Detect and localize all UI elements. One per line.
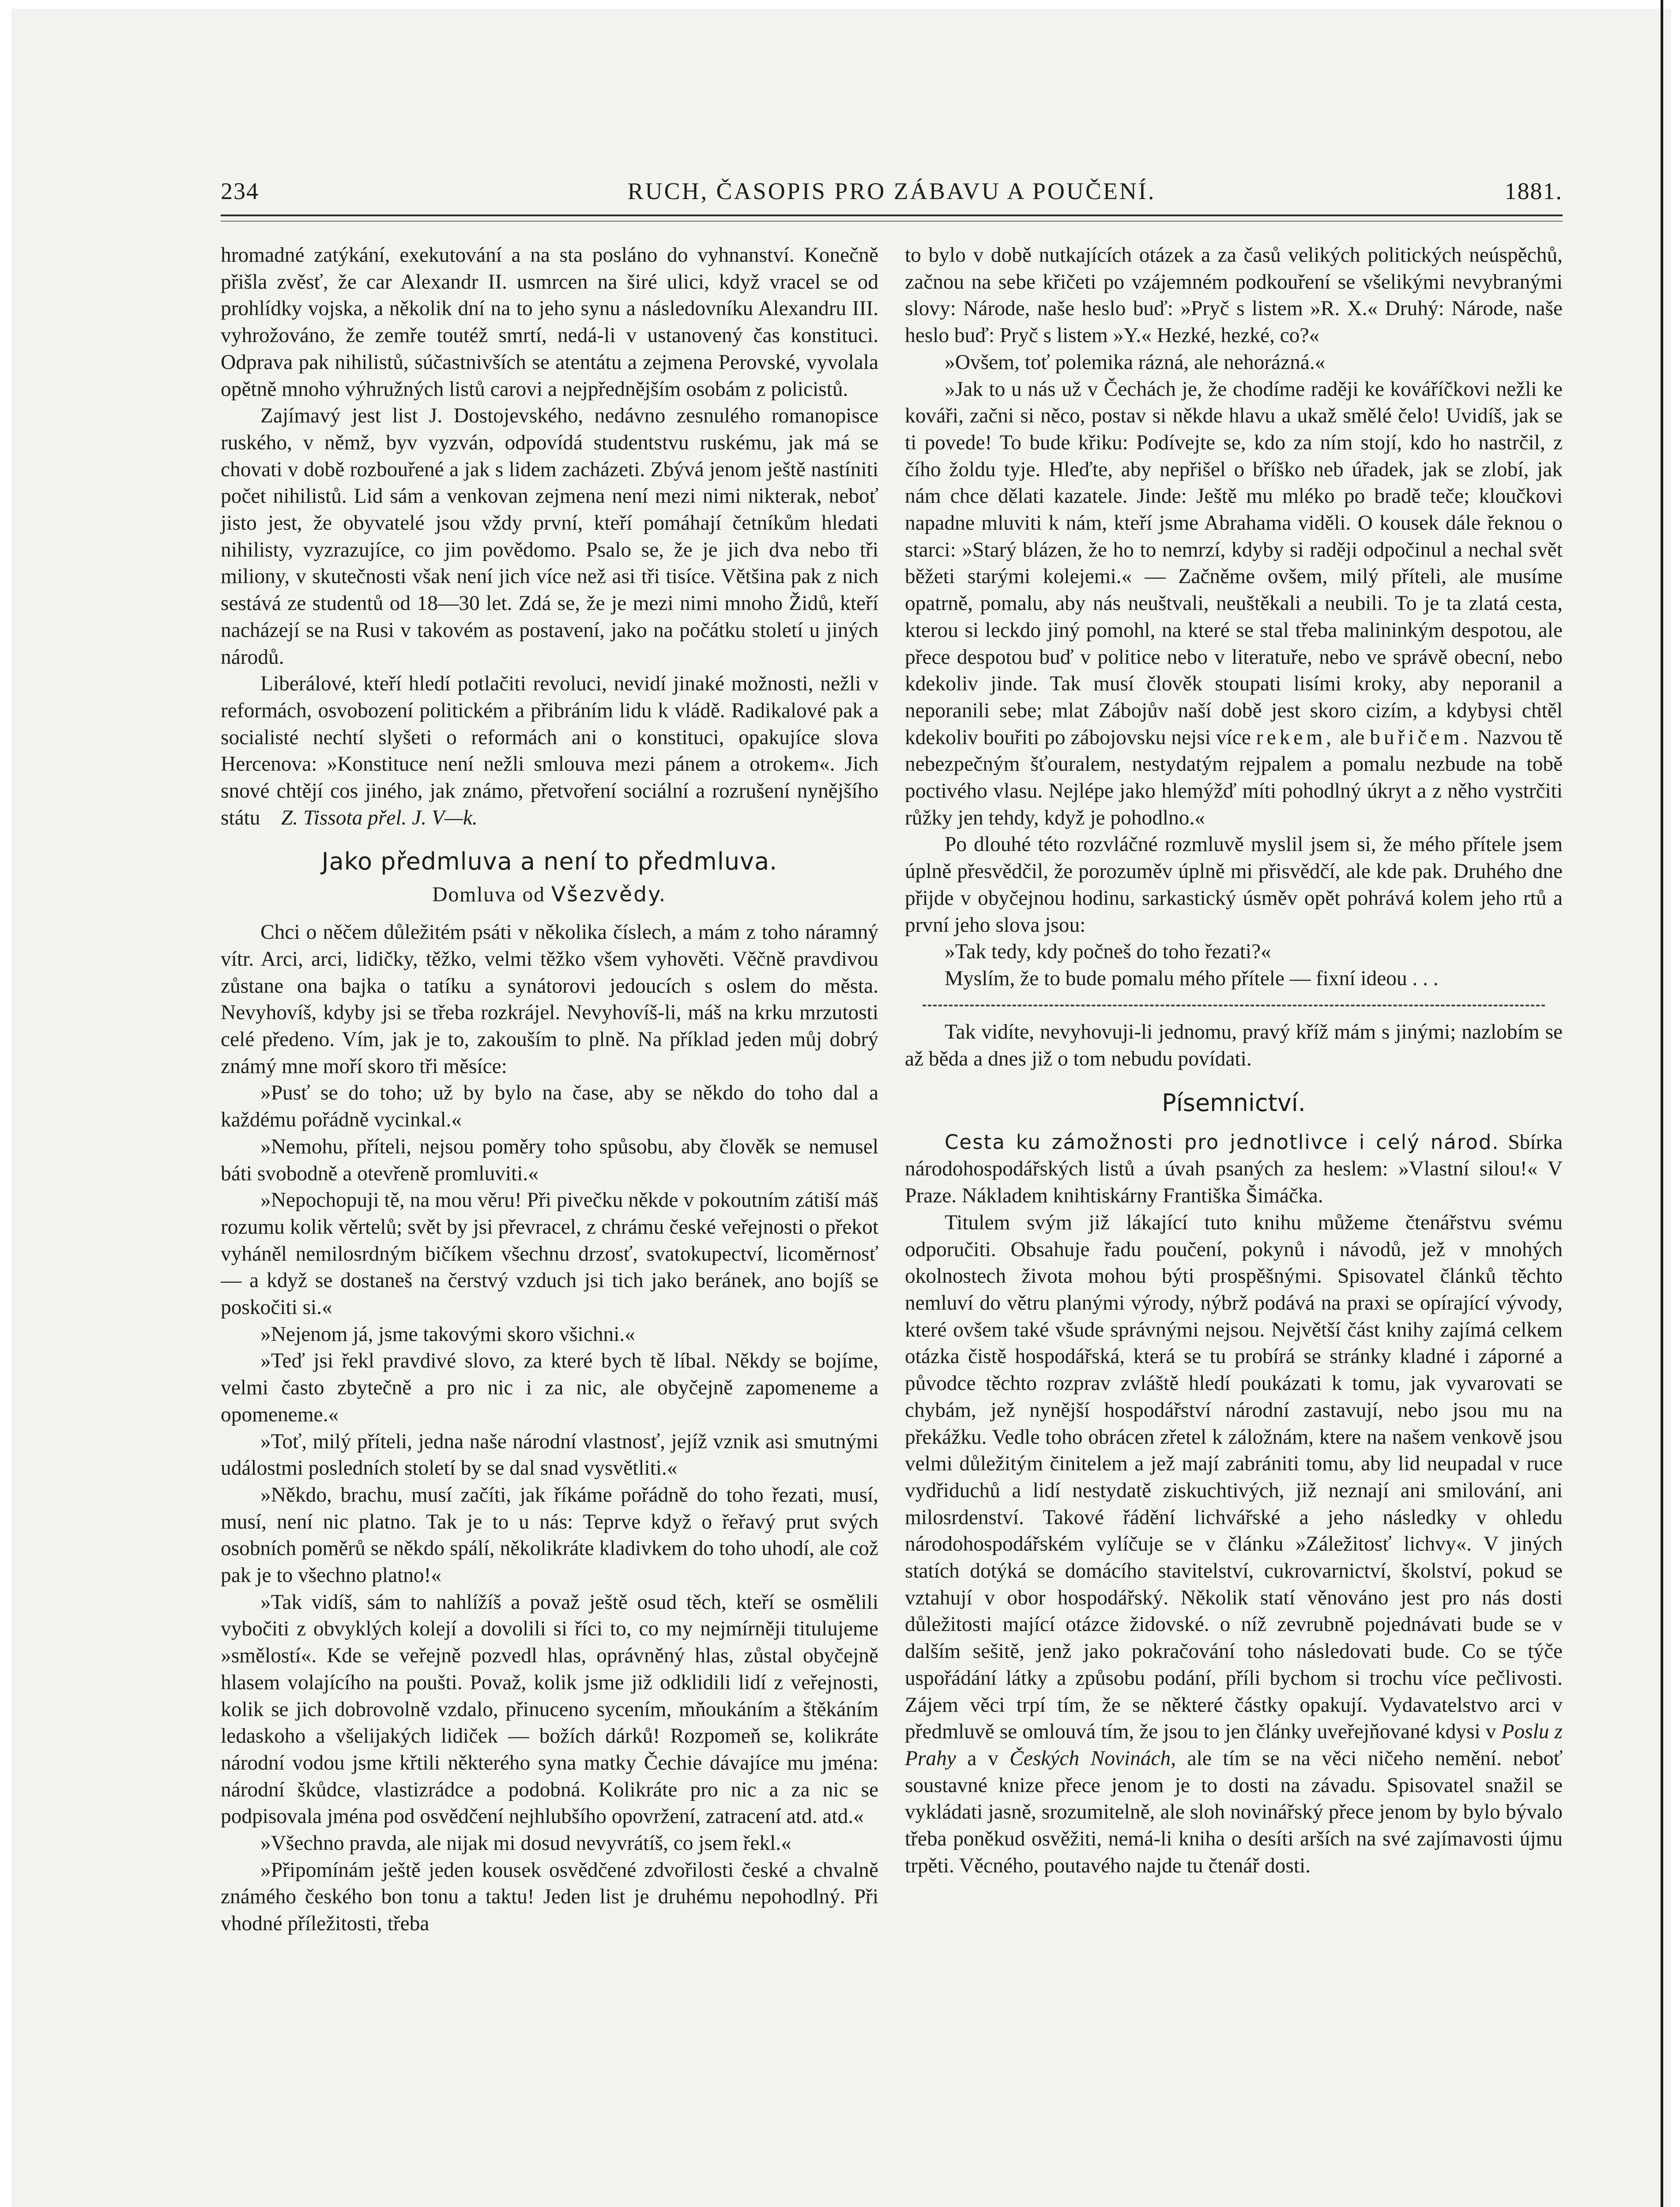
paragraph-text: Liberálové, kteří hledí potlačiti revoluci, nevidí jinaké možnosti, nežli v reformách, osvobození politickém a přibráním lidu k vládě. Radikalové pak a socialisté nechtí slyšeti o reformách ani o konstituci, opakujíce slova Hercenova: »Konstituce není nežli smlouva mezi pánem a otrokem«. Jich snové chtějí cos jiného, jak známo, přetvoření sociální a rozrušení nynějšího státu bbox=[221, 672, 878, 829]
paragraph: »Nejenom já, jsme takovými skoro všichni.« bbox=[260, 1322, 635, 1346]
subtitle-prefix: Domluva od bbox=[432, 883, 545, 907]
running-header bbox=[221, 177, 1563, 213]
paragraph-text: Nazvou tě nebezpečným šťouralem, nestydatým rejpalem a pomalu nezbude na tobě poctivého vlasu. Nejlépe jako hlemýžď míti pohodlný úkryt a z něho vystrčiti růžky jen tehdy, když je pohodlno.« bbox=[905, 726, 1563, 829]
page-number: 234 bbox=[221, 178, 259, 204]
right-column bbox=[905, 242, 1563, 1879]
signature: Z. Tissota přel. J. V—k. bbox=[281, 806, 478, 829]
paragraph: »Někdo, brachu, musí začíti, jak říkáme pořádně do toho řezati, musí, musí, není nic platno. Tak je to u nás: Teprve když o řeřavý prut svých osobních poměrů se někdo spálí, několikráte kladivkem do toho uhodí, ale což pak je to všechno platno!« bbox=[221, 1483, 878, 1587]
spaced-word: buřičem. bbox=[1370, 726, 1472, 749]
paragraph bbox=[221, 670, 878, 831]
paragraph: Chci o něčem důležitém psáti v několika číslech, a mám z toho náramný vítr. Arci, arci, lidičky, těžko, velmi těžko všem vyhověti. Věčně pravdivou zůstane ona bajka o tatíku a synátorovi jedoucích s oslem do města. Nevyhovíš, kdyby jsi se třeba rozkrájel. Nevyhovíš-li, máš na krku mrzutosti celé předeno. Vím, jak je to, zakouším to plně. Na příklad jeden můj dobrý známý mne moří skoro tři měsíce: bbox=[221, 921, 878, 1078]
paragraph: »Pusť se do toho; už by bylo na čase, aby se někdo do toho dal a každému pořádně vycinkal.« bbox=[221, 1081, 878, 1132]
page-edge bbox=[1661, 0, 1663, 2207]
journal-name: Českých Novinách, bbox=[1010, 1747, 1176, 1770]
article-author: Všezvědy. bbox=[551, 882, 667, 907]
paragraph: »Teď jsi řekl pravdivé slovo, za které bych tě líbal. Někdy se bojíme, velmi často zbytečně a pro nic i za nic, ale obyčejně zapomeneme a opomeneme.« bbox=[221, 1349, 878, 1426]
running-title: RUCH, ČASOPIS PRO ZÁBAVU A POUČENÍ. bbox=[627, 178, 1156, 204]
paragraph-text: Spisovatel snažil se vykládati jasně, srozumitelně, ale sloh novinářský přece jenom by bylo bývalo třeba poněkud osvěžiti, nemá-li kniha o desíti arších na své zajímavosti újmu trpěti. Věcného, poutavého najde tu čtenář dosti. bbox=[905, 1774, 1563, 1877]
paragraph: Zajímavý jest list J. Dostojevského, nedávno zesnulého romanopisce ruského, v němž, byv vyzván, odpovídá studentstvu ruskému, jak má se chovati v době rozbouřené a jak s lidem zacházeti. Zbývá jenom ještě nastíniti počet nihilistů. Lid sám a venkovan zejmena není mezi nimi nikterak, neboť jisto jest, že obyvatelé jsou vždy první, kteří pomáhají četníkům hledati nihilisty, vyzrazujíce, co jim povědomo. Psalo se, že je jich dva nebo tři miliony, v skutečnosti však není jich více než asi tři tisíce. Většina pak z nich sestává ze studentů od 18—30 let. Zdá se, že je mezi nimi mnoho Židů, kteří nacházejí se na Rusi v takovém as postavení, jako na počátku století u jiných národů. bbox=[221, 404, 878, 669]
spaced-word: rekem, bbox=[1256, 726, 1335, 749]
paragraph: Po dlouhé této rozvláčné rozmluvě myslil jsem si, že mého přítele jsem úplně přesvědčil, že porozuměv úplně mi přisvědčí, ale kde pak. Druhého dne přijde v obyčejnou hodinu, sarkastický úsměv opět pohrává kolem jeho rtů a první jeho slova jsou: bbox=[905, 833, 1563, 937]
book-intro: Sbírka národohospodářských listů a úvah psaných za heslem: »Vlastní silou!« V Praze. Nákladem knihtiskárny Františka Šimáčka. bbox=[905, 1130, 1563, 1208]
paragraph bbox=[905, 1209, 1563, 1879]
paragraph-text: ale tím se na věci ničeho nemění. neboť soustavné knize přece jenom je to dosti na závadu. bbox=[905, 1747, 1563, 1797]
article-subtitle bbox=[221, 881, 878, 908]
paragraph: »Připomínám ještě jeden kousek osvědčené zdvořilosti české a chvalně známého českého bon tonu a taktu! Jeden list je druhému nepohodlný. Při vhodné příležitosti, třeba bbox=[221, 1858, 878, 1936]
article-title: Jako předmluva a není to předmluva. bbox=[321, 847, 778, 876]
book-title: Cesta ku zámožnosti pro jednotlivce i celý národ. bbox=[945, 1130, 1499, 1154]
paragraph: »Nepochopuji tě, na mou věru! Při pivečku někde v pokoutním zátiší máš rozumu kolik věrtelů; svět by jsi převracel, z chrámu české veřejnosti o překot vyháněl nemilosrdným bičíkem všechnu drzosť, svatokupectví, licoměrnosť — a když se dostaneš na čerstvý vzduch jsi tich jako beránek, ano bojíš se poskočiti si.« bbox=[221, 1189, 878, 1319]
word: ale bbox=[1340, 726, 1365, 749]
word: a v bbox=[967, 1747, 998, 1770]
paragraph: »Tak vidíš, sám to nahlížíš a považ ještě osud těch, kteří se osmělili vybočiti z obvyklých kolejí a dovolili si říci to, co my nejmírněji titulujeme »smělostí«. Kde se veřejně pozvedl hlas, oprávněný hlas, zůstal obyčejně hlasem volajícího na poušti. Považ, kolik jsme již odklidili lidí z veřejnosti, kolik se jich dobrovolně vzdalo, přinuceno sycením, mňoukáním a štěkáním ledaskoho a všelijakých lidiček — božích dárků! Rozpomeň se, kolikráte národní vodou jsme křtili některého syna matky Čechie dávajíce mu jména: národní škůdce, vlastizrádce a podobná. Kolikráte pro nic a za nic se podpisovala jména pod osvědčení nejhlubšího opovržení, zatracení atd. atd.« bbox=[221, 1590, 878, 1828]
paragraph: »Tak tedy, kdy počneš do toho řezati?« bbox=[945, 940, 1271, 964]
journal-name: Poslu z Prahy bbox=[905, 1720, 1563, 1770]
paragraph: »Nemohu, příteli, nejsou poměry toho spůsobu, aby člověk se nemusel báti svobodně a otevřeně promluviti.« bbox=[221, 1135, 878, 1185]
paragraph: to bylo v době nutkajících otázek a za časů velikých politických neúspěchů, začnou na sebe křičeti po vzájemném podkouření se všelikými nevybranými slovy: Národe, naše heslo buď: »Pryč s listem »R. X.« Druhý: Národe, naše heslo buď: Pryč s listem »Y.« Hezké, hezké, co?« bbox=[905, 244, 1563, 347]
section-title: Písemnictví. bbox=[1162, 1088, 1306, 1117]
paragraph: Myslím, že to bude pomalu mého přítele — fixní ideou . . . bbox=[945, 967, 1439, 990]
paragraph: »Všechno pravda, ale nijak mi dosud nevyvrátíš, co jsem řekl.« bbox=[260, 1832, 791, 1855]
paragraph-text: Titulem svým již lákající tuto knihu můžeme čtenářstvu svému odporučiti. Obsahuje řadu poučení, pokynů i návodů, jež v mnohých okolnostech života mohou býti prospěšnými. Spisovatel článků těchto nemluví do větru planými výrody, nýbrž podává na praxi se opírající vývody, které ovšem také všude správnými nejsou. Největší část knihy zajímá celkem otázka čistě hospodářská, která se tu probírá se stránky kladné i záporné a původce těchto rozprav zvláště hledí poukázati k tomu, jak vyvarovati se chybám, jež nynější hospodářství národní zastavují, nebo jsou mu na překážku. Vedle toho obrácen zřetel k záložnám, ktere na našem venkově jsou velmi důležitým činitelem a jež mají zabrániti tomu, aby lid neupadal v ruce vydřiduchů a lidí nestydatě ziskuchtivých, již neznají ani smilování, ani milosrdenství. Takové řádění lichvářské a jeho následky v ohledu národohospodářském vylíčuje se v článku »Záležitosť lichvy«. V jiných statích dotýká se domácího stavitelství, cukrovarnictví, školství, pokud se vztahují v obor hospodářský. Několik statí věnováno jest pro nás dosti důležitosti mající otázce židovské. o níž zevrubně pojednávati bude se v dalším sešitě, jenž jako pokračování toho následovati bude. Co se týče uspořádání látky a způsobu podání, příli bychom si trochu více pečlivosti. Zájem věci trpí tím, že se některé částky opakují. Vydavatelstvo arci v předmluvě se omlouvá tím, že jsou to jen články uveřejňované kdysi v bbox=[905, 1211, 1563, 1744]
year: 1881. bbox=[1504, 178, 1563, 204]
paragraph: Tak vidíte, nevyhovuji-li jednomu, pravý kříž mám s jinými; nazlobím se až běda a dnes již o tom nebudu povídati. bbox=[905, 1021, 1563, 1071]
paragraph: »Ovšem, toť polemika rázná, ale nehorázná.« bbox=[945, 350, 1326, 374]
header-rule-thin bbox=[221, 221, 1563, 222]
left-column bbox=[221, 242, 878, 1937]
paragraph: hromadné zatýkání, exekutování a na sta posláno do vyhnanství. Konečně přišla zvěsť, že car Alexandr II. usmrcen na širé ulici, když vracel se od prohlídky vojska, a několik dní na to jeho synu a následovníku Alexandru III. vyhrožováno, že zemře toutéž smrtí, nedá-li v ustanovený čas konstituci. Odprava pak nihilistů, súčastnivších se atentátu a zejmena Perovské, vyvolala opětně mnoho výhružných listů carovi a nejpřednějším osobám z policistů. bbox=[221, 244, 878, 401]
header-rule bbox=[221, 215, 1563, 216]
paragraph: »Toť, milý příteli, jedna naše národní vlastnosť, jejíž vznik asi smutnými událostmi posledních století by se dal snad vysvětliti.« bbox=[221, 1430, 878, 1480]
paragraph-text: »Jak to u nás už v Čechách je, že chodíme raději ke kováříčkovi nežli ke kováři, začni si něco, postav si někde hlavu a ukaž smělé čelo! Uvidíš, jak se ti povede! To bude křiku: Podívejte se, kdo za ním stojí, kdo ho nastrčil, z čího žoldu tyje. Hleďte, aby nepřišel o bříško neb úřadek, jak se zlobí, jak nám chce dělati kazatele. Jinde: Ještě mu mléko po bradě teče; kloučkovi napadne mluviti k nám, kteří jsme Abrahama viděli. O kousek dále řeknou o starci: »Starý blázen, že ho to nemrzí, kdyby si raději odpočinul a nechal svět běžeti starými kolejemi.« — Začněme ovšem, milý příteli, ale musíme opatrně, pomalu, aby nás neuštvali, neuštěkali a neubili. To je ta zlatá cesta, kterou si leckdo jiný pomohl, na které se stal třeba malininkým despotou, ale přece despotou buď v politice nebo v literatuře, nebo ve správě obecní, nebo kdekoliv jinde. Tak musí člověk stoupati lisími kroky, aby neporanil a neporanili sebe; mlat Zábojův naší době jest skoro cizím, a kdybysi chtěl kdekoliv bouřiti po zábojovsku nejsi více bbox=[905, 377, 1563, 749]
dashed-separator bbox=[905, 992, 1563, 1019]
paragraph bbox=[905, 1129, 1563, 1209]
paragraph bbox=[905, 376, 1563, 832]
